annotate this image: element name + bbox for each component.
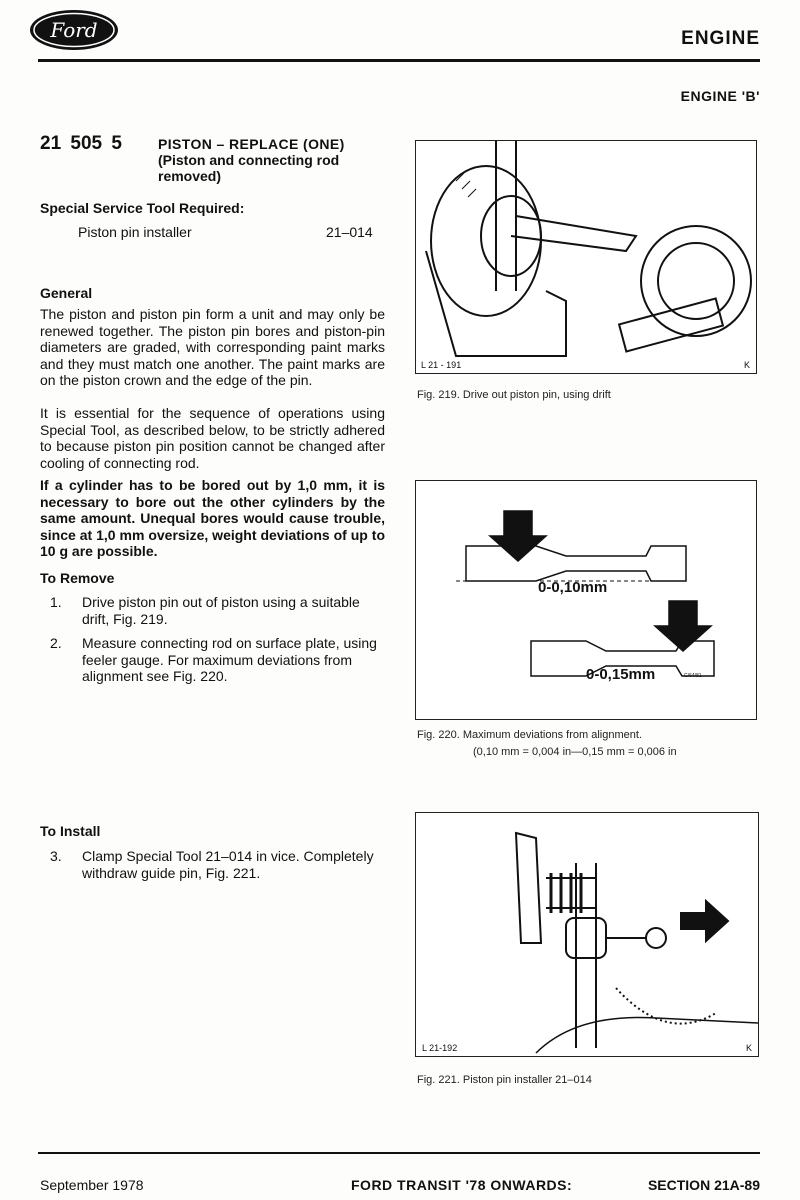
figure-ref: L 21 - 191 xyxy=(421,360,462,370)
operation-title-main: PISTON – REPLACE (ONE) xyxy=(158,136,345,152)
figure-219 xyxy=(415,140,757,374)
figure-ref: C/64/81 xyxy=(684,673,702,679)
figure-caption: Fig. 220. Maximum deviations from alignment. xyxy=(417,729,642,741)
step-item xyxy=(40,594,385,627)
step-item xyxy=(40,635,385,685)
piston-pin-installer-illustration xyxy=(416,813,758,1056)
general-para-2: It is essential for the sequence of operations using Special Tool, as described below, to be strictly adhered to because piston pin position cannot be changed after cooling of connecting rod. xyxy=(40,405,385,471)
operation-title xyxy=(158,136,378,184)
install-heading: To Install xyxy=(40,823,101,839)
ford-logo xyxy=(28,8,120,52)
step-number: 3. xyxy=(50,848,62,864)
figure-mark: K xyxy=(745,1043,752,1053)
svg-text:Ford: Ford xyxy=(50,18,98,42)
section-title: ENGINE xyxy=(681,28,760,49)
deviation-label-1: 0-0,10mm xyxy=(538,579,608,596)
step-text: Clamp Special Tool 21–014 in vice. Completely withdraw guide pin, Fig. 221. xyxy=(82,848,374,881)
remove-heading: To Remove xyxy=(40,570,115,586)
deviation-label-2: 0-0,15mm xyxy=(586,666,656,683)
footer-title: FORD TRANSIT '78 ONWARDS: xyxy=(351,1177,573,1193)
figure-caption: Fig. 221. Piston pin installer 21–014 xyxy=(417,1074,592,1086)
step-text: Measure connecting rod on surface plate, using feeler gauge. For maximum deviations from alignment see Fig. 220. xyxy=(82,635,377,684)
step-number: 1. xyxy=(50,594,62,610)
step-text: Drive piston pin out of piston using a suitable drift, Fig. 219. xyxy=(82,594,360,627)
connecting-rod-alignment-illustration xyxy=(416,481,756,719)
tool-number: 21–014 xyxy=(326,224,373,240)
footer-section: SECTION 21A-89 xyxy=(647,1177,760,1193)
figure-220 xyxy=(415,480,757,720)
footer-date: September 1978 xyxy=(40,1177,144,1193)
figure-caption-conversion: (0,10 mm = 0,004 in—0,15 mm = 0,006 in xyxy=(473,746,677,758)
piston-drift-illustration xyxy=(416,141,756,373)
figure-221 xyxy=(415,812,759,1057)
tool-name: Piston pin installer xyxy=(78,224,192,240)
operation-code: 21 505 5 xyxy=(40,133,122,154)
remove-steps xyxy=(40,594,385,693)
footer-rule xyxy=(38,1152,760,1154)
step-number: 2. xyxy=(50,635,62,651)
header-rule xyxy=(38,59,760,62)
figure-mark: K xyxy=(743,360,750,370)
figure-ref: L 21-192 xyxy=(422,1043,458,1053)
figure-caption: Fig. 219. Drive out piston pin, using drift xyxy=(417,389,611,401)
subsection-title: ENGINE 'B' xyxy=(680,88,760,104)
general-heading: General xyxy=(40,285,93,301)
install-steps xyxy=(40,848,385,889)
warning-para: If a cylinder has to be bored out by 1,0 mm, it is necessary to bore out the other cylinders by the same amount. Unequal bores would cause trouble, since at 1,0 mm oversize, weight deviations of up to 10 g are possible. xyxy=(40,477,385,559)
tools-heading: Special Service Tool Required: xyxy=(40,200,245,216)
operation-subtitle: (Piston and connecting rod removed) xyxy=(158,152,340,184)
step-item xyxy=(40,848,385,881)
general-para-1: The piston and piston pin form a unit and may only be renewed together. The piston pin bores and piston-pin diameters are graded, with corresponding paint marks and they must match one another. The paint marks are on the piston crown and the edge of the pin. xyxy=(40,306,385,388)
